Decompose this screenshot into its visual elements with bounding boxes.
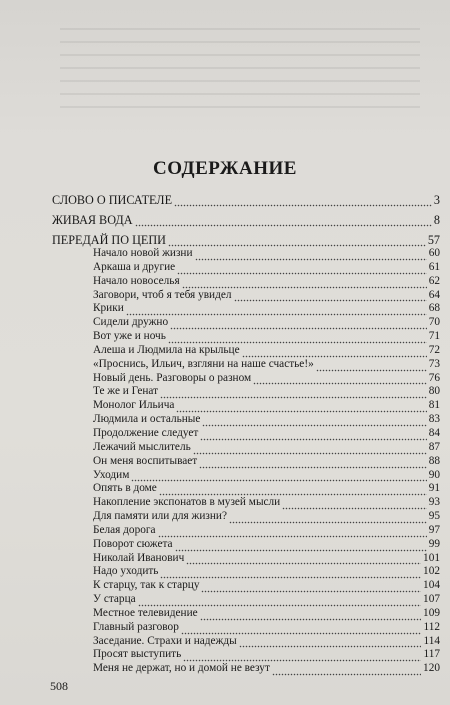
toc-chapter-page: 97 bbox=[428, 523, 440, 536]
toc-chapter-title: Надо уходить bbox=[93, 565, 159, 578]
leader-dots bbox=[242, 349, 427, 358]
toc-chapter-page: 71 bbox=[428, 330, 440, 343]
toc-chapter-page: 112 bbox=[423, 620, 440, 633]
toc-section-title: ЖИВАЯ ВОДА bbox=[52, 213, 133, 227]
toc-chapter[interactable] bbox=[52, 289, 440, 303]
leader-dots bbox=[159, 487, 427, 496]
toc-chapter[interactable] bbox=[52, 552, 440, 566]
leader-dots bbox=[200, 612, 421, 621]
leader-dots bbox=[272, 667, 421, 676]
toc-chapter-title: Монолог Ильича bbox=[93, 399, 175, 412]
toc-chapter-page: 104 bbox=[423, 579, 440, 592]
toc-chapter-title: Накопление экспонатов в музей мысли bbox=[93, 496, 281, 509]
leader-dots bbox=[200, 432, 426, 441]
toc-chapter[interactable] bbox=[52, 427, 440, 441]
toc-section-page: 3 bbox=[433, 193, 440, 207]
toc-chapter-page: 101 bbox=[423, 551, 440, 564]
toc-chapter[interactable] bbox=[52, 275, 440, 289]
toc-chapter-page: 99 bbox=[428, 537, 440, 550]
toc-section-page: 8 bbox=[433, 213, 440, 227]
toc-chapter-title: Начало новоселья bbox=[93, 274, 180, 287]
toc-chapter-title: Алеша и Людмила на крыльце bbox=[93, 343, 240, 356]
toc-chapter[interactable] bbox=[52, 579, 440, 593]
toc-chapter-page: 64 bbox=[428, 288, 440, 301]
toc-chapter[interactable] bbox=[52, 635, 440, 649]
toc-chapter-title: Поворот сюжета bbox=[93, 537, 173, 550]
toc-chapter-title: Крики bbox=[93, 302, 124, 315]
toc-section-page: 57 bbox=[427, 233, 440, 247]
toc-chapter-title: Лежачий мыслитель bbox=[93, 440, 191, 453]
toc-chapter-page: 80 bbox=[428, 385, 440, 398]
toc-chapter[interactable] bbox=[52, 538, 440, 552]
toc-chapter-page: 114 bbox=[423, 634, 440, 647]
toc-chapter[interactable] bbox=[52, 399, 440, 413]
toc-chapter-title: Сидели дружно bbox=[93, 316, 169, 329]
leader-dots bbox=[168, 335, 427, 344]
leader-dots bbox=[201, 584, 421, 593]
page-number: 508 bbox=[50, 679, 68, 693]
toc-chapter-title: Заседание. Страхи и надежды bbox=[93, 634, 237, 647]
toc-chapter-title: Аркаша и другие bbox=[93, 260, 176, 273]
toc-chapter[interactable] bbox=[52, 565, 440, 579]
toc-chapter-page: 102 bbox=[423, 565, 440, 578]
leader-dots bbox=[182, 280, 427, 289]
toc-section-title: ПЕРЕДАЙ ПО ЦЕПИ bbox=[52, 233, 166, 247]
toc-chapter[interactable] bbox=[52, 413, 440, 427]
toc-chapter[interactable] bbox=[52, 593, 440, 607]
toc-chapter[interactable] bbox=[52, 344, 440, 358]
toc-chapter-page: 90 bbox=[428, 468, 440, 481]
toc-chapter[interactable] bbox=[52, 482, 440, 496]
toc-chapter-title: Продолжение следует bbox=[93, 426, 199, 439]
bleed-through-text bbox=[60, 28, 420, 118]
leader-dots bbox=[199, 460, 426, 469]
toc-chapter-page: 120 bbox=[423, 662, 440, 675]
toc-chapter-page: 91 bbox=[428, 482, 440, 495]
toc-chapter[interactable] bbox=[52, 496, 440, 510]
toc-chapter[interactable] bbox=[52, 648, 440, 662]
leader-dots bbox=[160, 390, 427, 399]
toc-chapter-title: Людмила и остальные bbox=[93, 413, 201, 426]
leader-dots bbox=[138, 598, 421, 607]
toc-chapter-title: Начало новой жизни bbox=[93, 247, 193, 259]
toc-chapter-title: «Проснись, Ильич, взгляни на наше счастье!» bbox=[93, 357, 314, 370]
chapter-list bbox=[52, 247, 440, 676]
toc-chapter-page: 62 bbox=[428, 274, 440, 287]
toc-chapter-title: Белая дорога bbox=[93, 523, 156, 536]
toc-chapter-page: 107 bbox=[423, 593, 440, 606]
leader-dots bbox=[160, 570, 421, 579]
toc-chapter-title: У старца bbox=[93, 593, 136, 606]
leader-dots bbox=[131, 473, 426, 482]
toc-section-title: СЛОВО О ПИСАТЕЛЕ bbox=[52, 193, 173, 207]
leader-dots bbox=[183, 653, 421, 662]
toc-chapter-page: 84 bbox=[428, 426, 440, 439]
leader-dots bbox=[193, 446, 427, 455]
toc-chapter-title: Новый день. Разговоры о разном bbox=[93, 371, 252, 384]
toc-chapter-title: Вот уже и ночь bbox=[93, 330, 166, 343]
toc-chapter[interactable] bbox=[52, 510, 440, 524]
leader-dots bbox=[181, 626, 422, 635]
toc-chapter-page: 93 bbox=[428, 496, 440, 509]
leader-dots bbox=[126, 307, 427, 316]
toc-chapter-page: 60 bbox=[428, 247, 440, 259]
toc-chapter-page: 87 bbox=[428, 440, 440, 453]
toc-chapter-title: Просят выступить bbox=[93, 648, 182, 661]
toc-chapter[interactable] bbox=[52, 330, 440, 344]
leader-dots bbox=[170, 321, 427, 330]
toc-chapter-page: 70 bbox=[428, 316, 440, 329]
leader-dots bbox=[158, 529, 427, 538]
toc-chapter[interactable] bbox=[52, 469, 440, 483]
toc-chapter-page: 73 bbox=[428, 357, 440, 370]
leader-dots bbox=[177, 266, 427, 275]
toc-chapter[interactable] bbox=[52, 302, 440, 316]
toc-chapter-page: 61 bbox=[428, 260, 440, 273]
toc-chapter[interactable] bbox=[52, 316, 440, 330]
toc-chapter-page: 95 bbox=[428, 510, 440, 523]
toc-chapter-title: Меня не держат, но и домой не везут bbox=[93, 662, 270, 675]
toc-chapter-page: 72 bbox=[428, 343, 440, 356]
toc-chapter[interactable] bbox=[52, 247, 440, 261]
leader-dots bbox=[202, 418, 426, 427]
toc-chapter-page: 88 bbox=[428, 454, 440, 467]
toc-chapter[interactable] bbox=[52, 662, 440, 676]
toc-section[interactable] bbox=[52, 233, 440, 247]
leader-dots bbox=[174, 198, 432, 207]
toc-chapter[interactable] bbox=[52, 524, 440, 538]
toc-chapter[interactable] bbox=[52, 621, 440, 635]
toc-chapter-title: Уходим bbox=[93, 468, 130, 481]
toc-section[interactable] bbox=[52, 193, 440, 207]
leader-dots bbox=[234, 293, 427, 302]
toc-chapter-title: Заговори, чтоб я тебя увидел bbox=[93, 288, 232, 301]
toc-chapter-page: 81 bbox=[428, 399, 440, 412]
leader-dots bbox=[168, 238, 426, 247]
leader-dots bbox=[253, 376, 427, 385]
leader-dots bbox=[186, 556, 421, 565]
toc-chapter-page: 83 bbox=[428, 413, 440, 426]
page-title: СОДЕРЖАНИЕ bbox=[153, 158, 297, 179]
leader-dots bbox=[195, 252, 427, 261]
leader-dots bbox=[239, 639, 422, 648]
toc-chapter[interactable] bbox=[52, 455, 440, 469]
toc-chapter[interactable] bbox=[52, 607, 440, 621]
leader-dots bbox=[282, 501, 426, 510]
toc-chapter-title: Николай Иванович bbox=[93, 551, 185, 564]
toc-chapter-page: 117 bbox=[423, 648, 440, 661]
leader-dots bbox=[229, 515, 427, 524]
toc-chapter[interactable] bbox=[52, 372, 440, 386]
toc-chapter[interactable] bbox=[52, 358, 440, 372]
toc-chapter-title: Главный разговор bbox=[93, 620, 179, 633]
toc-chapter-page: 76 bbox=[428, 371, 440, 384]
leader-dots bbox=[176, 404, 426, 413]
toc-chapter[interactable] bbox=[52, 385, 440, 399]
toc-chapter-page: 109 bbox=[423, 606, 440, 619]
toc-chapter-title: Он меня воспитывает bbox=[93, 454, 198, 467]
toc-chapter-title: К старцу, так к старцу bbox=[93, 579, 200, 592]
leader-dots bbox=[135, 218, 432, 227]
toc-chapter-title: Те же и Генат bbox=[93, 385, 159, 398]
toc-chapter-page: 68 bbox=[428, 302, 440, 315]
toc-chapter-title: Местное телевидение bbox=[93, 606, 198, 619]
toc-chapter-title: Для памяти или для жизни? bbox=[93, 510, 227, 523]
leader-dots bbox=[316, 363, 427, 372]
toc-chapter[interactable] bbox=[52, 441, 440, 455]
toc-chapter-title: Опять в доме bbox=[93, 482, 157, 495]
table-of-contents bbox=[52, 193, 440, 676]
toc-section[interactable] bbox=[52, 213, 440, 227]
toc-chapter[interactable] bbox=[52, 261, 440, 275]
leader-dots bbox=[175, 543, 427, 552]
